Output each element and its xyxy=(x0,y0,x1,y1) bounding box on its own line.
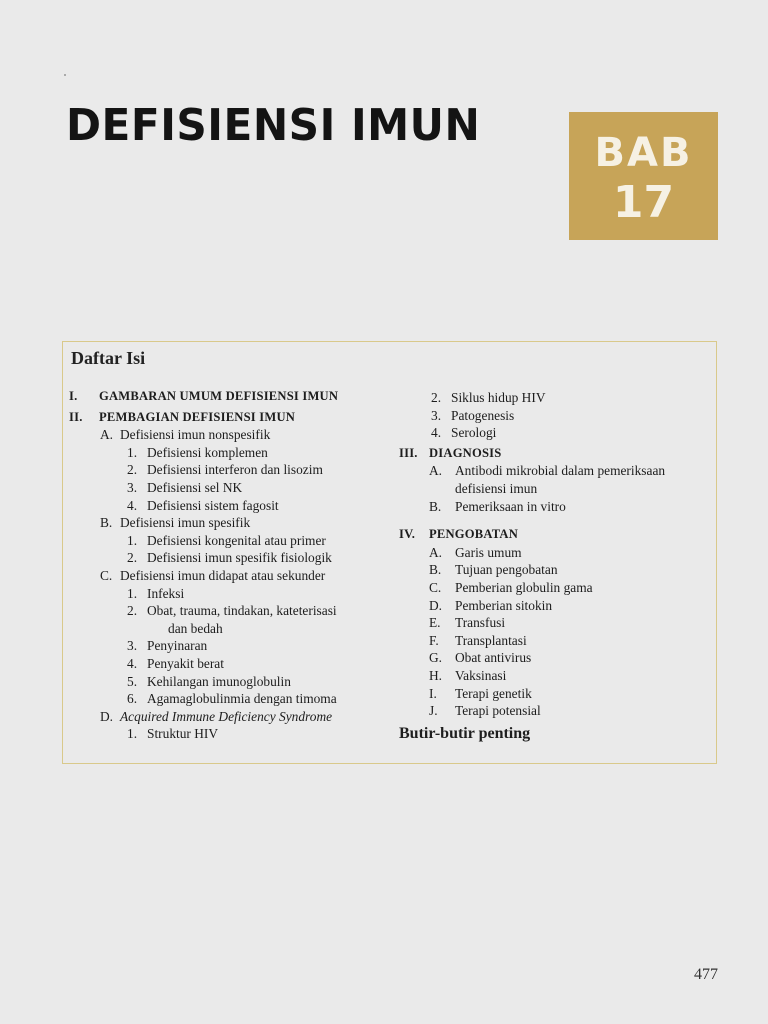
toc-entry-marker: 1. xyxy=(127,444,138,460)
toc-subsection xyxy=(69,514,394,532)
toc-entry-marker: 5. xyxy=(127,673,138,689)
toc-entry-marker: 4. xyxy=(127,497,138,513)
toc-entry-marker: C. xyxy=(429,579,442,595)
toc-entry-text: Pemeriksaan in vitro xyxy=(455,498,566,514)
toc-section xyxy=(69,388,394,406)
toc-entry-marker: B. xyxy=(429,498,442,514)
toc-entry-marker: 3. xyxy=(127,479,138,495)
toc-entry-marker: 2. xyxy=(127,550,138,566)
toc-subsection xyxy=(399,614,717,632)
toc-entry-marker: B. xyxy=(429,562,442,578)
toc-entry-text: Defisiensi kongenital atau primer xyxy=(147,532,326,548)
toc-subsection xyxy=(399,667,717,685)
table-of-contents xyxy=(62,341,717,764)
toc-entry-text: defisiensi imun xyxy=(455,480,538,496)
toc-entry-text: Antibodi mikrobial dalam pemeriksaan xyxy=(455,463,666,479)
toc-section-marker: IV. xyxy=(399,527,416,542)
toc-entry-text: Garis umum xyxy=(455,544,522,560)
toc-subsection xyxy=(69,426,394,444)
toc-entry-text: Defisiensi sistem fagosit xyxy=(147,497,279,513)
toc-entry-text: Infeksi xyxy=(147,585,185,601)
toc-entry-marker: F. xyxy=(429,632,439,648)
toc-entry-marker: A. xyxy=(100,427,114,443)
toc-entry-marker: 2. xyxy=(431,390,442,405)
toc-entry-marker: A. xyxy=(429,544,443,560)
toc-entry-text: Defisiensi imun spesifik xyxy=(120,515,251,531)
toc-entry-marker: 3. xyxy=(127,638,138,654)
toc-entry-marker: 3. xyxy=(431,407,442,423)
toc-entry-continuation xyxy=(69,620,394,638)
toc-hiv-continued xyxy=(399,389,717,442)
toc-entry-marker: 2. xyxy=(127,462,138,478)
toc-left-column xyxy=(69,388,394,743)
toc-subsection xyxy=(399,462,717,480)
toc-entry-text: Agamaglobulinmia dengan timoma xyxy=(147,691,337,707)
toc-entry-text: Pemberian globulin gama xyxy=(455,579,593,595)
toc-item xyxy=(69,673,394,691)
toc-entry-text: Struktur HIV xyxy=(147,726,219,742)
toc-entry-text: GAMBARAN UMUM DEFISIENSI IMUN xyxy=(99,389,339,403)
toc-entry-marker: C. xyxy=(100,567,113,583)
page-number: 477 xyxy=(694,966,718,983)
chapter-badge xyxy=(569,112,718,240)
toc-entry-text: Siklus hidup HIV xyxy=(451,390,546,405)
toc-entry-marker: 4. xyxy=(431,425,442,441)
toc-item xyxy=(399,389,717,407)
toc-entry-marker: J. xyxy=(429,703,438,719)
toc-entry-text: Transfusi xyxy=(455,615,506,631)
toc-entry-marker: G. xyxy=(429,650,443,666)
toc-item xyxy=(69,725,394,743)
toc-key-points: Butir-butir penting xyxy=(399,724,531,742)
toc-entry-text: Penyakit berat xyxy=(147,655,224,671)
toc-subsection xyxy=(399,579,717,597)
chapter-badge-number: 17 xyxy=(612,177,675,228)
toc-entry-text: Penyinaran xyxy=(147,638,208,654)
toc-subsection xyxy=(399,597,717,615)
toc-entry-marker: I. xyxy=(69,389,78,403)
toc-section-title: DIAGNOSIS xyxy=(429,445,502,460)
toc-entry-text: Patogenesis xyxy=(451,407,515,423)
toc-entry-text: Defisiensi imun spesifik fisiologik xyxy=(147,550,332,566)
toc-section-marker: III. xyxy=(399,445,418,460)
toc-entry-text: Defisiensi komplemen xyxy=(147,444,268,460)
toc-entry-marker: 1. xyxy=(127,532,138,548)
toc-entry-text: Defisiensi sel NK xyxy=(147,479,243,495)
toc-entry-text: Defisiensi imun nonspesifik xyxy=(120,427,271,443)
toc-item xyxy=(69,690,394,708)
toc-treatment-items xyxy=(399,544,717,720)
toc-item xyxy=(69,532,394,550)
toc-heading: Daftar Isi xyxy=(71,348,146,368)
chapter-badge-word: BAB xyxy=(594,130,693,176)
toc-subsection xyxy=(399,685,717,703)
toc-subsection xyxy=(69,708,394,726)
toc-item xyxy=(69,602,394,620)
toc-subsection xyxy=(399,544,717,562)
toc-right-column xyxy=(399,389,717,743)
toc-entry-text: Terapi genetik xyxy=(455,685,532,701)
toc-entry-text: Defisiensi imun didapat atau sekunder xyxy=(120,567,326,583)
toc-item xyxy=(69,637,394,655)
toc-entry-text: Serologi xyxy=(451,425,497,441)
toc-entry-marker: 4. xyxy=(127,655,138,671)
toc-section-treatment xyxy=(399,526,717,544)
toc-entry-text: Acquired Immune Deficiency Syndrome xyxy=(120,708,333,724)
toc-entry-text: Terapi potensial xyxy=(455,703,541,719)
toc-entry-text: Obat antivirus xyxy=(455,650,532,666)
toc-section-diagnosis xyxy=(399,445,717,463)
toc-entry-text: Tujuan pengobatan xyxy=(455,562,558,578)
toc-entry-text: PEMBAGIAN DEFISIENSI IMUN xyxy=(99,409,296,424)
toc-entry-text: dan bedah xyxy=(168,620,223,636)
toc-entry-continuation xyxy=(399,480,717,498)
toc-entry-marker: 1. xyxy=(127,585,138,601)
toc-item xyxy=(399,407,717,425)
toc-entry-marker: II. xyxy=(69,409,83,424)
toc-entry-marker: E. xyxy=(429,615,441,631)
toc-subsection xyxy=(399,561,717,579)
toc-item xyxy=(69,497,394,515)
toc-entry-marker: A. xyxy=(429,463,443,479)
toc-item xyxy=(69,479,394,497)
toc-entry-text: Transplantasi xyxy=(455,632,527,648)
toc-item xyxy=(69,461,394,479)
toc-entry-marker: 6. xyxy=(127,691,138,707)
toc-entry-marker: 2. xyxy=(127,603,138,619)
toc-entry-marker: D. xyxy=(429,597,443,613)
toc-item xyxy=(69,444,394,462)
toc-diagnosis-items xyxy=(399,462,717,515)
toc-item xyxy=(399,424,717,442)
toc-entry-marker: H. xyxy=(429,667,443,683)
toc-subsection xyxy=(399,498,717,516)
toc-item xyxy=(69,549,394,567)
toc-entry-text: Defisiensi interferon dan lisozim xyxy=(147,462,323,478)
toc-entry-marker: B. xyxy=(100,515,113,531)
toc-item xyxy=(69,655,394,673)
toc-entry-marker: 1. xyxy=(127,726,138,742)
toc-subsection xyxy=(399,702,717,720)
toc-entry-text: Vaksinasi xyxy=(455,667,507,683)
toc-entry-text: Kehilangan imunoglobulin xyxy=(147,673,291,689)
chapter-title: DEFISIENSI IMUN xyxy=(66,100,481,151)
toc-subsection xyxy=(399,632,717,650)
toc-entry-text: Pemberian sitokin xyxy=(455,597,553,613)
toc-entry-text: Obat, trauma, tindakan, kateterisasi xyxy=(147,603,337,619)
toc-entry-marker: I. xyxy=(429,685,437,701)
page-speck xyxy=(64,74,66,76)
toc-section xyxy=(69,409,394,427)
toc-entry-marker: D. xyxy=(100,708,114,724)
toc-item xyxy=(69,585,394,603)
toc-subsection xyxy=(399,649,717,667)
toc-subsection xyxy=(69,567,394,585)
toc-section-title: PENGOBATAN xyxy=(429,527,518,542)
